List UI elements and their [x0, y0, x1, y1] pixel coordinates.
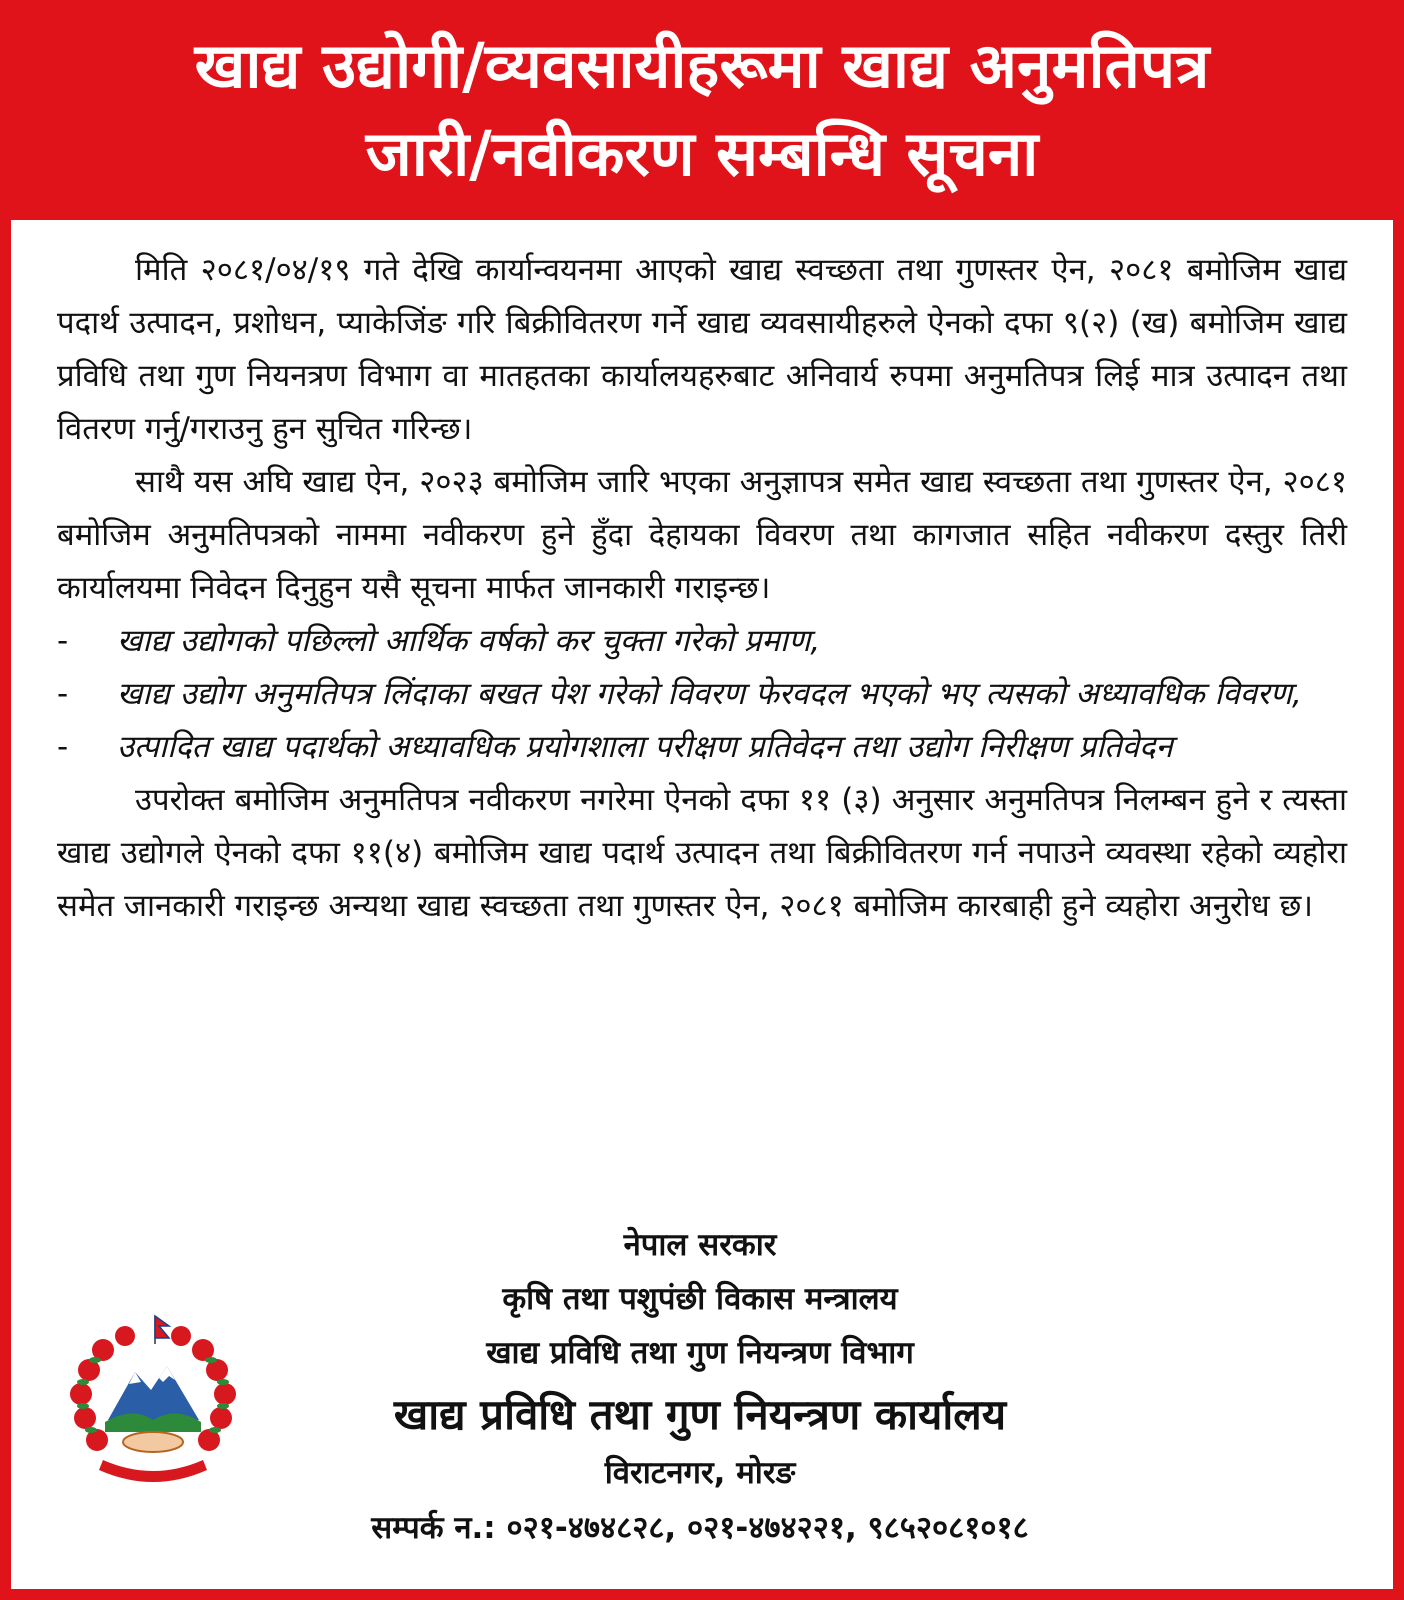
bullet-dash: -	[57, 729, 69, 765]
notice-title-line-1: खाद्य उद्योगी/व्यवसायीहरूमा खाद्य अनुमतिपत्र	[194, 29, 1210, 102]
bullet-dash: -	[57, 676, 69, 712]
notice-body	[57, 244, 1347, 933]
paragraph-3: उपरोक्त बमोजिम अनुमतिपत्र नवीकरण नगरेमा ऐनको दफा ११ (३) अनुसार अनुमतिपत्र निलम्बन हुने र त्यस्ता खाद्य उद्योगले ऐनको दफा ११(४) बमोजिम खाद्य पदार्थ उत्पादन तथा बिक्रीवितरण गर्न नपाउने व्यवस्था रहेको व्यहोरा समेत जानकारी गराइन्छ अन्यथा खाद्य स्वच्छता तथा गुणस्तर ऐन, २०८१ बमोजिम कारबाही हुने व्यहोरा अनुरोध छ।	[57, 782, 1347, 924]
list-item-text: उत्पादित खाद्य पदार्थको अध्यावधिक प्रयोगशाला परीक्षण प्रतिवेदन तथा उद्योग निरीक्षण प्रतिवेदन	[117, 729, 1173, 765]
government-name: नेपाल सरकार	[623, 1227, 777, 1263]
contact-numbers: सम्पर्क न.: ०२१-४७४८२८, ०२१-४७४२२१, ९८५२०८१०१८	[371, 1510, 1029, 1546]
signature-block	[250, 1218, 1150, 1556]
list-item	[57, 615, 1347, 668]
paragraph-2: साथै यस अघि खाद्य ऐन, २०२३ बमोजिम जारि भएका अनुज्ञापत्र समेत खाद्य स्वच्छता तथा गुणस्तर ऐन, २०८१ बमोजिम अनुमतिपत्रको नाममा नवीकरण हुने हुँदा देहायका विवरण तथा कागजात सहित नवीकरण दस्तुर तिरी कार्यालयमा निवेदन दिनुहुन यसै सूचना मार्फत जानकारी गराइन्छ।	[57, 464, 1347, 606]
list-item-text: खाद्य उद्योग अनुमतिपत्र लिंदाका बखत पेश गरेको विवरण फेरवदल भएको भए त्यसको अध्यावधिक विवरण,	[117, 676, 1302, 712]
department-name: खाद्य प्रविधि तथा गुण नियन्त्रण विभाग	[486, 1335, 914, 1371]
list-item-text: खाद्य उद्योगको पछिल्लो आर्थिक वर्षको कर चुक्ता गरेको प्रमाण,	[117, 623, 821, 659]
office-location: विराटनगर, मोरङ	[604, 1455, 796, 1491]
office-name: खाद्य प्रविधि तथा गुण नियन्त्रण कार्यालय	[393, 1390, 1007, 1439]
list-item	[57, 668, 1347, 721]
nepal-government-emblem-icon	[63, 1310, 243, 1490]
document-list	[57, 615, 1347, 774]
notice-title-line-2: जारी/नवीकरण सम्बन्धि सूचना	[365, 117, 1039, 190]
notice-banner	[0, 0, 1404, 220]
bullet-dash: -	[57, 623, 69, 659]
ministry-name: कृषि तथा पशुपंछी विकास मन्त्रालय	[502, 1281, 898, 1317]
paragraph-1: मिति २०८१/०४/१९ गते देखि कार्यान्वयनमा आएको खाद्य स्वच्छता तथा गुणस्तर ऐन, २०८१ बमोजिम खाद्य पदार्थ उत्पादन, प्रशोधन, प्याकेजिंङ गरि बिक्रीवितरण गर्ने खाद्य व्यवसायीहरुले ऐनको दफा ९(२) (ख) बमोजिम खाद्य प्रविधि तथा गुण नियनत्रण विभाग वा मातहतका कार्यालयहरुबाट अनिवार्य रुपमा अनुमतिपत्र लिई मात्र उत्पादन तथा वितरण गर्नु/गराउनु हुन सुचित गरिन्छ।	[57, 252, 1347, 447]
list-item	[57, 721, 1347, 774]
